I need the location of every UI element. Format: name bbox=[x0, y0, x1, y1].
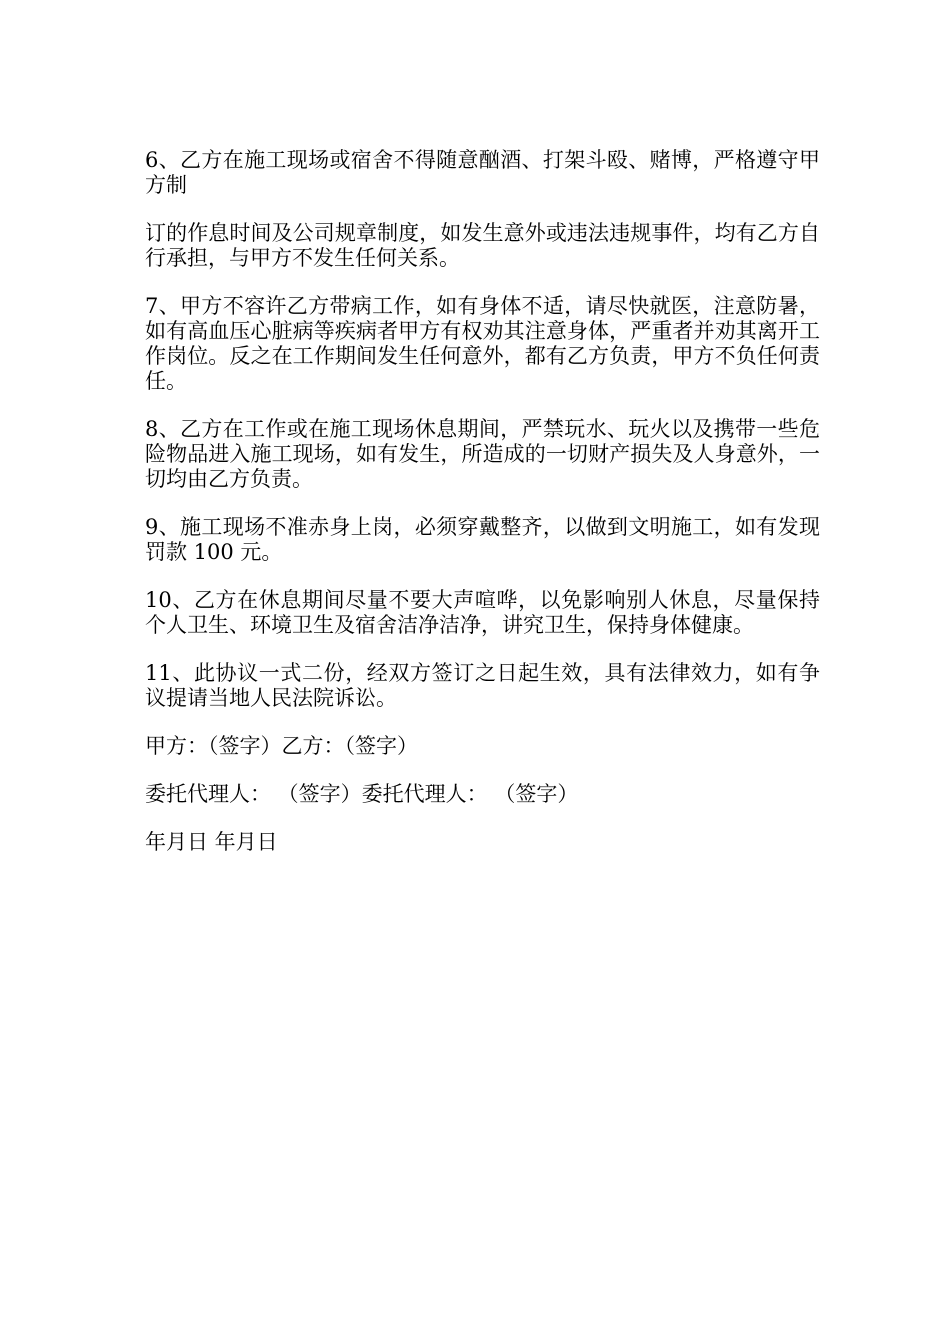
clause-11: 11、此协议一式二份，经双方签订之日起生效，具有法律效力，如有争议提请当地人民法院诉讼。 bbox=[145, 661, 820, 710]
clause-8: 8、乙方在工作或在施工现场休息期间，严禁玩水、玩火以及携带一些危险物品进入施工现场，如有发生，所造成的一切财产损失及人身意外，一切均由乙方负责。 bbox=[145, 417, 820, 491]
clause-6-part-1: 6、乙方在施工现场或宿舍不得随意酗酒、打架斗殴、赌博，严格遵守甲方制 bbox=[145, 148, 820, 197]
clause-7: 7、甲方不容许乙方带病工作，如有身体不适，请尽快就医，注意防暑，如有高血压心脏病等疾病者甲方有权劝其注意身体，严重者并劝其离开工作岗位。反之在工作期间发生任何意外，都有乙方负责，甲方不负任何责任。 bbox=[145, 294, 820, 393]
agent-signature-line: 委托代理人： （签字）委托代理人： （签字） bbox=[145, 782, 579, 806]
clause-9: 9、施工现场不准赤身上岗，必须穿戴整齐，以做到文明施工，如有发现罚款 100 元。 bbox=[145, 515, 820, 564]
party-signature-line: 甲方：（签字）乙方：（签字） bbox=[145, 734, 418, 758]
clause-10: 10、乙方在休息期间尽量不要大声喧哗，以免影响别人休息，尽量保持个人卫生、环境卫生及宿舍洁净洁净，讲究卫生，保持身体健康。 bbox=[145, 588, 820, 637]
clause-6-part-2: 订的作息时间及公司规章制度，如发生意外或违法违规事件，均有乙方自行承担，与甲方不发生任何关系。 bbox=[145, 221, 820, 270]
document-body bbox=[145, 148, 820, 878]
date-line: 年月日 年月日 bbox=[145, 830, 278, 854]
